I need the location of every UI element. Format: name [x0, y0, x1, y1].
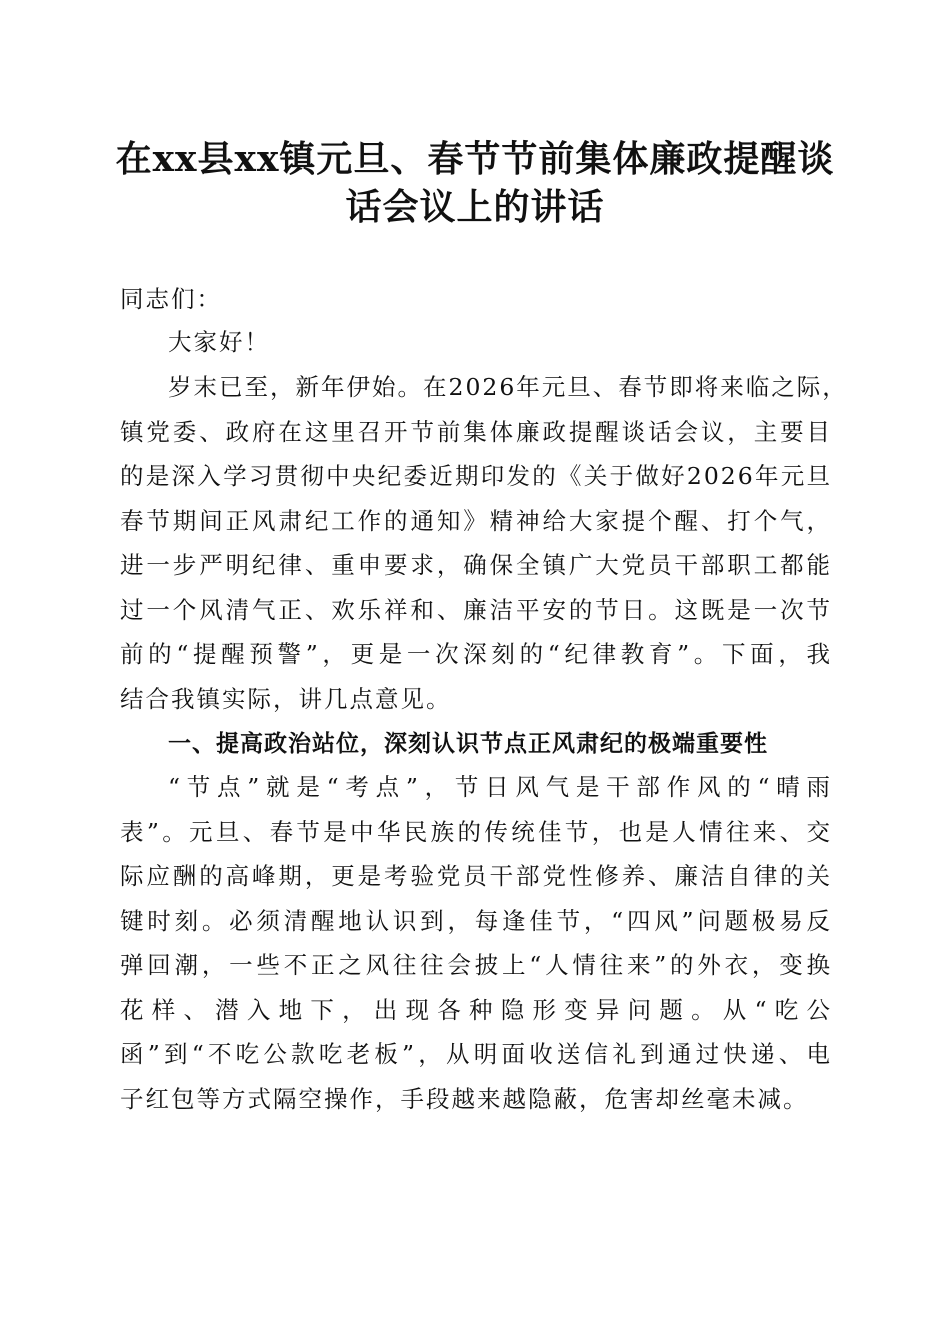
- paragraph-line: 的是深入学习贯彻中央纪委近期印发的《关于做好2026年元旦: [120, 462, 832, 490]
- paragraph-line: 结合我镇实际，讲几点意见。: [120, 684, 452, 713]
- paragraph-line: 春节期间正风肃纪工作的通知》精神给大家提个醒、打个气，: [120, 506, 832, 535]
- greeting: 大家好！: [168, 328, 270, 356]
- paragraph-line: 际应酬的高峰期，更是考验党员干部党性修养、廉洁自律的关: [120, 862, 832, 890]
- paragraph-line: 表”。元旦、春节是中华民族的传统佳节，也是人情往来、交: [120, 817, 832, 846]
- paragraph-line: “节点”就是“考点”，节日风气是干部作风的“晴雨: [168, 773, 832, 801]
- paragraph-opening: [120, 365, 848, 721]
- paragraph-line: 子红包等方式隔空操作，手段越来越隐蔽，危害却丝毫未减。: [120, 1084, 809, 1113]
- paragraph-line: 弹回潮，一些不正之风往往会披上“人情往来”的外衣，变换: [120, 951, 832, 979]
- salutation: 同志们：: [120, 285, 222, 313]
- paragraph-section-1: [120, 765, 832, 1121]
- paragraph-line: 键时刻。必须清醒地认识到，每逢佳节，“四风”问题极易反: [120, 906, 832, 935]
- paragraph-line: 函”到“不吃公款吃老板”，从明面收送信礼到通过快递、电: [120, 1040, 832, 1068]
- paragraph-line: 镇党委、政府在这里召开节前集体廉政提醒谈话会议，主要目: [120, 417, 832, 446]
- section-heading-1: 一、提高政治站位，深刻认识节点正风肃纪的极端重要性: [168, 731, 768, 757]
- paragraph-line: 花样、潜入地下，出现各种隐形变异问题。从“吃公: [120, 995, 832, 1024]
- paragraph-line: 过一个风清气正、欢乐祥和、廉洁平安的节日。这既是一次节: [120, 595, 832, 624]
- document-title: [100, 135, 850, 231]
- title-line-2: 话会议上的讲话: [345, 186, 605, 228]
- title-line-1: 在xx县xx镇元旦、春节节前集体廉政提醒谈: [115, 138, 835, 180]
- paragraph-line: 岁末已至，新年伊始。在2026年元旦、春节即将来临之际，: [168, 373, 848, 401]
- paragraph-line: 进一步严明纪律、重申要求，确保全镇广大党员干部职工都能: [120, 551, 832, 579]
- paragraph-line: 前的“提醒预警”，更是一次深刻的“纪律教育”。下面，我: [120, 640, 832, 668]
